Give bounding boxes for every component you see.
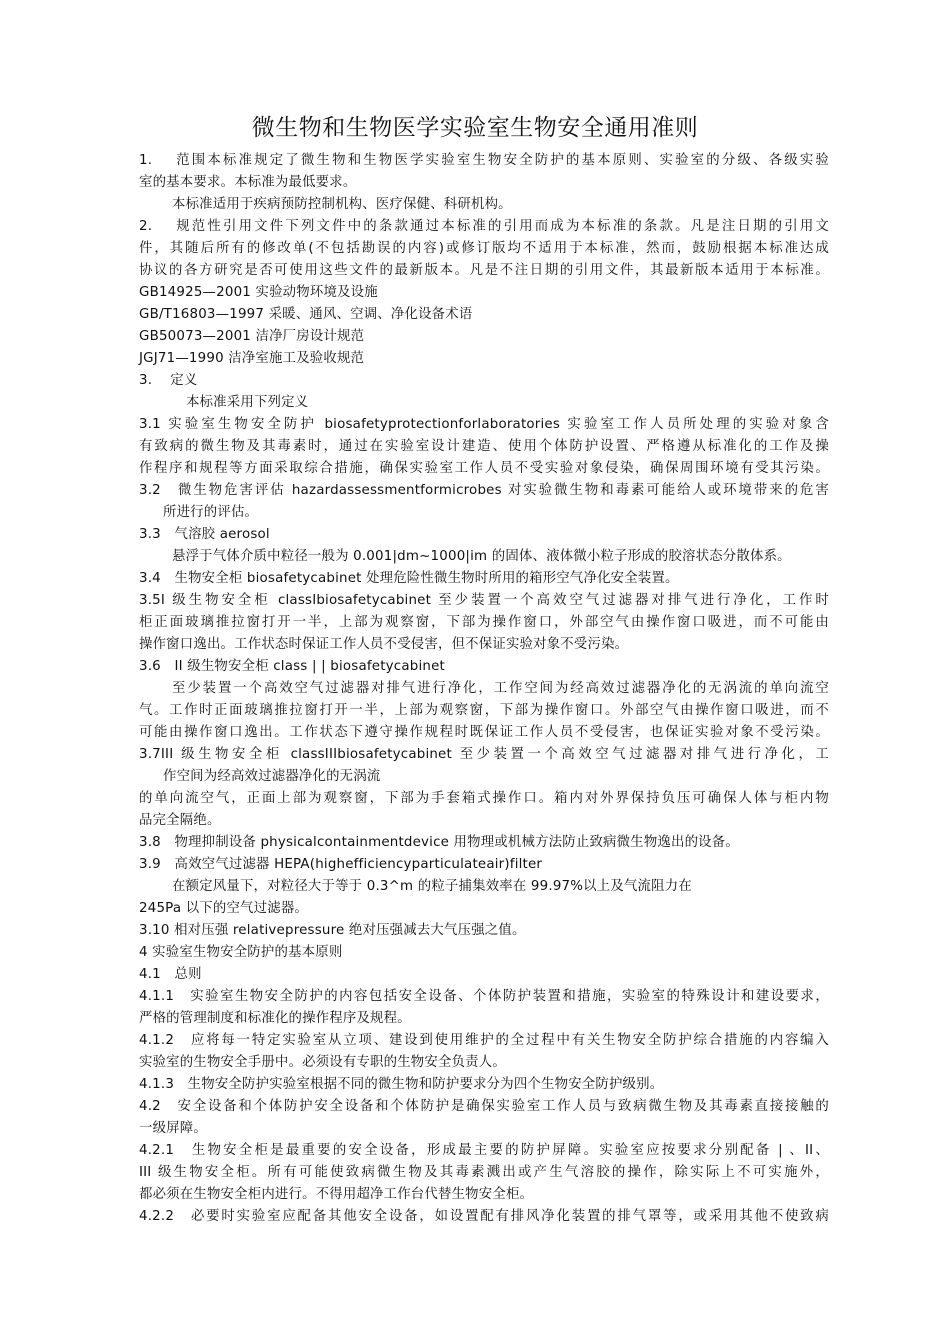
document-title: 微生物和生物医学实验室生物安全通用准则 xyxy=(251,115,699,141)
text-line: GB/T16803—1997 采暖、通风、空调、净化设备术语 xyxy=(139,307,473,322)
text-line: III 级生物安全柜。所有可能使致病微生物及其毒素溅出或产生气溶胶的操作，除实际上不可实施外， xyxy=(139,1165,829,1180)
text-line: 气。工作时正面玻璃推拉窗打开一半，上部为观察窗，下部为操作窗口。外部空气由操作窗口吸进，而不 xyxy=(139,703,829,718)
text-line: 有致病的微生物及其毒素时，通过在实验室设计建造、使用个体防护设置、严格遵从标准化的工作及操 xyxy=(139,439,829,454)
text-line: 件，其随后所有的修改单(不包括勘误的内容)或修订版均不适用于本标准，然而，鼓励根据本标准达成 xyxy=(139,241,829,256)
text-line: 3.7III 级生物安全柜 classIIIbiosafetycabinet 至少装置一个高效空气过滤器对排气进行净化，工 xyxy=(139,747,829,762)
text-line: 4 实验室生物安全防护的基本原则 xyxy=(139,945,343,960)
text-line: 一级屏障。 xyxy=(139,1121,207,1136)
text-line: 4.2.2 必要时实验室应配备其他安全设备，如设置配有排风净化装置的排气罩等，或采用其他不使致病 xyxy=(139,1209,829,1224)
text-line: 作程序和规程等方面采取综合措施，确保实验室工作人员不受实验对象侵染，确保周围环境有受其污染。 xyxy=(139,461,829,476)
text-line: 4.1.2 应将每一特定实验室从立项、建设到使用维护的全过程中有关生物安全防护综合措施的内容编入 xyxy=(139,1033,829,1048)
text-line: 3. 定义 xyxy=(139,373,198,388)
text-line: 245Pa 以下的空气过滤器。 xyxy=(139,901,309,916)
document-body xyxy=(139,150,829,1228)
text-line: 严格的管理制度和标准化的操作程序及规程。 xyxy=(139,1011,411,1026)
text-line: 3.3 气溶胶 aerosol xyxy=(139,527,270,542)
text-line: 作空间为经高效过滤器净化的无涡流 xyxy=(163,769,381,784)
text-line: 本标准适用于疾病预防控制机构、医疗保健、科研机构。 xyxy=(172,197,512,212)
text-line: 实验室的生物安全手册中。必须设有专职的生物安全负责人。 xyxy=(139,1055,506,1070)
text-line: 品完全隔绝。 xyxy=(139,813,221,828)
text-line: 协议的各方研究是否可使用这些文件的最新版本。凡是不注日期的引用文件，其最新版本适用于本标准。 xyxy=(139,263,829,278)
text-line: GB50073—2001 洁净厂房设计规范 xyxy=(139,329,365,344)
text-line: 3.8 物理抑制设备 physicalcontainmentdevice 用物理或机械方法防止致病微生物逸出的设备。 xyxy=(139,835,739,850)
text-line: 在额定风量下，对粒径大于等于 0.3^m 的粒子捕集效率在 99.97%以上及气流阻力在 xyxy=(172,879,692,894)
text-line: GB14925—2001 实验动物环境及设施 xyxy=(139,285,378,300)
text-line: 的单向流空气，正面上部为观察窗，下部为手套箱式操作口。箱内对外界保持负压可确保人体与柜内物 xyxy=(139,791,829,806)
text-line: 悬浮于气体介质中粒径一般为 0.001|dm~1000|im 的固体、液体微小粒子形成的胶溶状态分散体系。 xyxy=(172,549,791,564)
text-line: 4.1 总则 xyxy=(139,967,202,982)
text-line: 4.2.1 生物安全柜是最重要的安全设备，形成最主要的防护屏障。实验室应按要求分别配备 | 、II、 xyxy=(139,1143,829,1158)
text-line: 3.1 实验室生物安全防护 biosafetyprotectionforlaboratories 实验室工作人员所处理的实验对象含 xyxy=(139,417,829,432)
text-line: 3.10 相对压强 relativepressure 绝对压强减去大气压强之值。 xyxy=(139,923,526,938)
text-line: 至少装置一个高效空气过滤器对排气进行净化，工作空间为经高效过滤器净化的无涡流的单向流空 xyxy=(172,681,829,696)
text-line: 2. 规范性引用文件下列文件中的条款通过本标准的引用而成为本标准的条款。凡是注日期的引用文 xyxy=(139,219,829,234)
text-line: 3.4 生物安全柜 biosafetycabinet 处理危险性微生物时所用的箱形空气净化安全装置。 xyxy=(139,571,679,586)
text-line: 3.2 微生物危害评估 hazardassessmentformicrobes 对实验微生物和毒素可能给人或环境带来的危害 xyxy=(139,483,829,498)
text-line: 4.1.3 生物安全防护实验室根据不同的微生物和防护要求分为四个生物安全防护级别。 xyxy=(139,1077,664,1092)
text-line: 都必须在生物安全柜内进行。不得用超净工作台代替生物安全柜。 xyxy=(139,1187,534,1202)
text-line: 柜正面玻璃推拉窗打开一半，上部为观察窗，下部为操作窗口，外部空气由操作窗口吸进，而不可能由 xyxy=(139,615,829,630)
text-line: 3.6 II 级生物安全柜 class | | biosafetycabinet xyxy=(139,659,445,674)
text-line: 可能由操作窗口逸出。工作状态下遵守操作规程时既保证工作人员不受侵害，也保证实验对象不受污染。 xyxy=(139,725,829,740)
text-line: 室的基本要求。本标准为最低要求。 xyxy=(139,175,357,190)
text-line: 所进行的评估。 xyxy=(163,505,259,520)
text-line: 1. 范围本标准规定了微生物和生物医学实验室生物安全防护的基本原则、实验室的分级、各级实验 xyxy=(139,153,829,168)
text-line: 4.1.1 实验室生物安全防护的内容包括安全设备、个体防护装置和措施，实验室的特殊设计和建设要求， xyxy=(139,989,829,1004)
text-line: 4.2 安全设备和个体防护安全设备和个体防护是确保实验室工作人员与致病微生物及其毒素直接接触的 xyxy=(139,1099,829,1114)
text-line: 3.9 高效空气过滤器 HEPA(highefficiencyparticulateair)filter xyxy=(139,857,543,872)
text-line: 操作窗口逸出。工作状态时保证工作人员不受侵害，但不保证实验对象不受污染。 xyxy=(139,637,629,652)
text-line: 3.5I 级生物安全柜 classIbiosafetycabinet 至少装置一个高效空气过滤器对排气进行净化，工作时 xyxy=(139,593,829,608)
text-line: JGJ71—1990 洁净室施工及验收规范 xyxy=(139,351,365,366)
text-line: 本标准采用下列定义 xyxy=(186,395,309,410)
